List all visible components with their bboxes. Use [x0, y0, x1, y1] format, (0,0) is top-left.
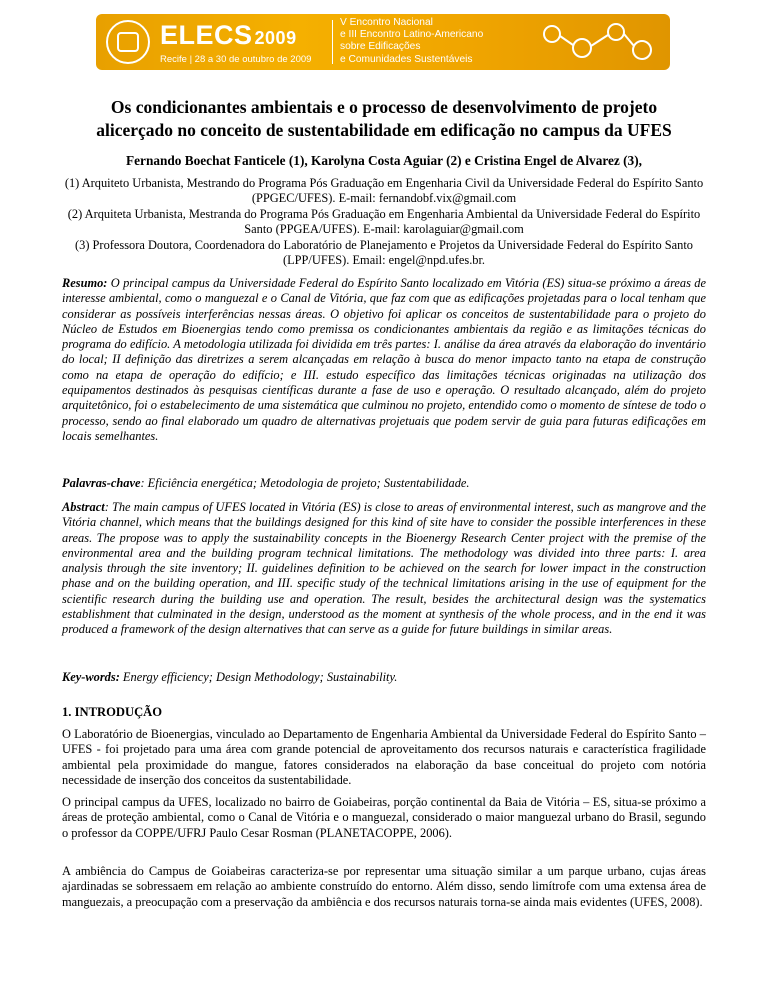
resumo-text: O principal campus da Universidade Federal do Espírito Santo localizado em Vitória (ES) situa-se próximo a áreas de interesse ambiental, como o manguezal e o Canal de Vitória, que faz com que as edificações projetadas para o local tenham que considerar as possíveis interferências nessas áreas. O objetivo foi aplicar os conceitos de sustentabilidade para o projeto do Núcleo de Estudos em Bioenergias tendo como premissa os condicionantes ambientais da região e as limitações técnicas do programa do edifício. A metodologia utilizada foi dividida em três partes: I. análise da área através da elaboração do inventário do local; II definição das diretrizes a serem alcançadas em relação à busca do menor impacto tanto na etapa de construção como na etapa de operação do edifício; e III. estudo específico das limitações técnicas originadas na utilização dos equipamentos destinados às pesquisas científicas durante a fase de uso e operação. O resultado alcançado, além do projeto arquitetônico, foi o estabelecimento de uma sistemática que culminou no projeto, entendido como o momento de síntese de todo o processo, sendo ao final elaborado um quadro de alternativas projetuais que podem servir de guia para futuras edificações em locais semelhantes. [62, 276, 706, 443]
banner-year: 2009 [254, 28, 297, 48]
affiliation-item: (2) Arquiteta Urbanista, Mestranda do Programa Pós Graduação em Engenharia Ambiental da Universidade Federal do Espírito Santo (PPGEA/UFES). E-mail: karolaguiar@gmail.com [67, 206, 701, 237]
banner-event-line: e Comunidades Sustentáveis [340, 53, 473, 65]
paper-title-line: Os condicionantes ambientais e o processo de desenvolvimento de projeto [110, 97, 658, 117]
keywords-paragraph [62, 670, 706, 685]
keywords-label: Key-words: [62, 670, 120, 684]
banner-divider [332, 20, 333, 64]
banner-event-line: V Encontro Nacional [340, 17, 433, 28]
section-heading: 1. INTRODUÇÃO [62, 705, 163, 719]
paper-title [60, 96, 708, 142]
palavras-chave-text: : Eficiência energética; Metodologia de projeto; Sustentabilidade. [140, 476, 470, 490]
banner-event-line: e III Encontro Latino-Americano [340, 29, 484, 41]
palavras-chave-label: Palavras-chave [62, 476, 141, 490]
conference-banner [96, 14, 670, 70]
intro-paragraph: O Laboratório de Bioenergias, vinculado ao Departamento de Engenharia Ambiental da Universidade Federal do Espírito Santo – UFES - foi projetado para uma área com grande potencial de aproveitamento dos recursos naturais e característica fragilidade ambiental pela proximidade do mangue, fatores considerados na elaboração da base conceitual do projeto com notória necessidade de inserção dos conceitos da sustentabilidade. [62, 727, 706, 787]
affiliation-item: (3) Professora Doutora, Coordenadora do Laboratório de Planejamento e Projetos da Universidade Federal do Espírito Santo (LPP/UFES). Email: engel@npd.ufes.br. [75, 237, 693, 268]
conference-logo-icon [106, 20, 150, 64]
palavras-chave-paragraph [62, 476, 706, 491]
resumo-paragraph [62, 276, 706, 444]
banner-date: Recife | 28 a 30 de outubro de 2009 [160, 54, 312, 65]
abstract-text: : The main campus of UFES located in Vitória (ES) is close to areas of environmental interest, such as mangrove and the Vitória channel, which means that the buildings designed for this kind of site have to consider the possible interferences in these areas. The propose was to apply the sustainability concepts in the Bioenergy Research Center project with the premise of the environmental area and the building program technical limitations. The methodology was divided into three parts: I. area analysis through the site inventory; II. guidelines definition to be achieved on the search for lower impact in the construction phase and on the building operation, and III. specific study of the technical limitations arising in the use of equipment for the scientific research during the building use and operation. The result, besides the architectural design was the systematics establishment that culminated in the design, understood as the moment at synthesis of the whole process, and in the end it was produced a framework of the design alternatives that can serve as a guide for future buildings in similar areas. [62, 500, 706, 637]
paper-title-line: alicerçado no conceito de sustentabilidade em edificação no campus da UFES [96, 120, 672, 140]
resumo-label: Resumo: [62, 276, 108, 290]
affiliations [60, 176, 708, 268]
banner-decoration-icon [538, 20, 658, 64]
intro-paragraph: O principal campus da UFES, localizado no bairro de Goiabeiras, porção continental da Baia de Vitória – ES, situa-se próximo a áreas de proteção ambiental, como o Canal de Vitória e o manguezal, considerado o maior manguezal urbano do Brasil, segundo o professor da COPPE/UFRJ Paulo Cesar Rosman (PLANETACOPPE, 2006). [62, 795, 706, 840]
banner-event-line: sobre Edificações [340, 41, 421, 53]
banner-event-text [340, 17, 483, 66]
banner-title: ELECS 2009 [160, 20, 297, 50]
intro-paragraph: A ambiência do Campus de Goiabeiras caracteriza-se por representar uma situação similar a um parque urbano, cujas áreas ajardinadas se sobressaem em relação ao ambiente construído do entorno. Além disso, sendo limítrofe com uma extensa área de manguezais, a preocupação com a preservação da ambiência e dos recursos naturais torna-se ainda mais evidentes (UFES, 2008). [62, 864, 706, 909]
affiliation-item: (1) Arquiteto Urbanista, Mestrando do Programa Pós Graduação em Engenharia Civil da Universidade Federal do Espírito Santo (PPGEC/UFES). E-mail: fernandobf.vix@gmail.com [64, 176, 704, 206]
keywords-text: Energy efficiency; Design Methodology; Sustainability. [119, 670, 398, 684]
authors: Fernando Boechat Fanticele (1), Karolyna Costa Aguiar (2) e Cristina Engel de Alvarez (3), [126, 153, 642, 168]
abstract-paragraph [62, 500, 706, 638]
abstract-label: Abstract [62, 500, 105, 514]
